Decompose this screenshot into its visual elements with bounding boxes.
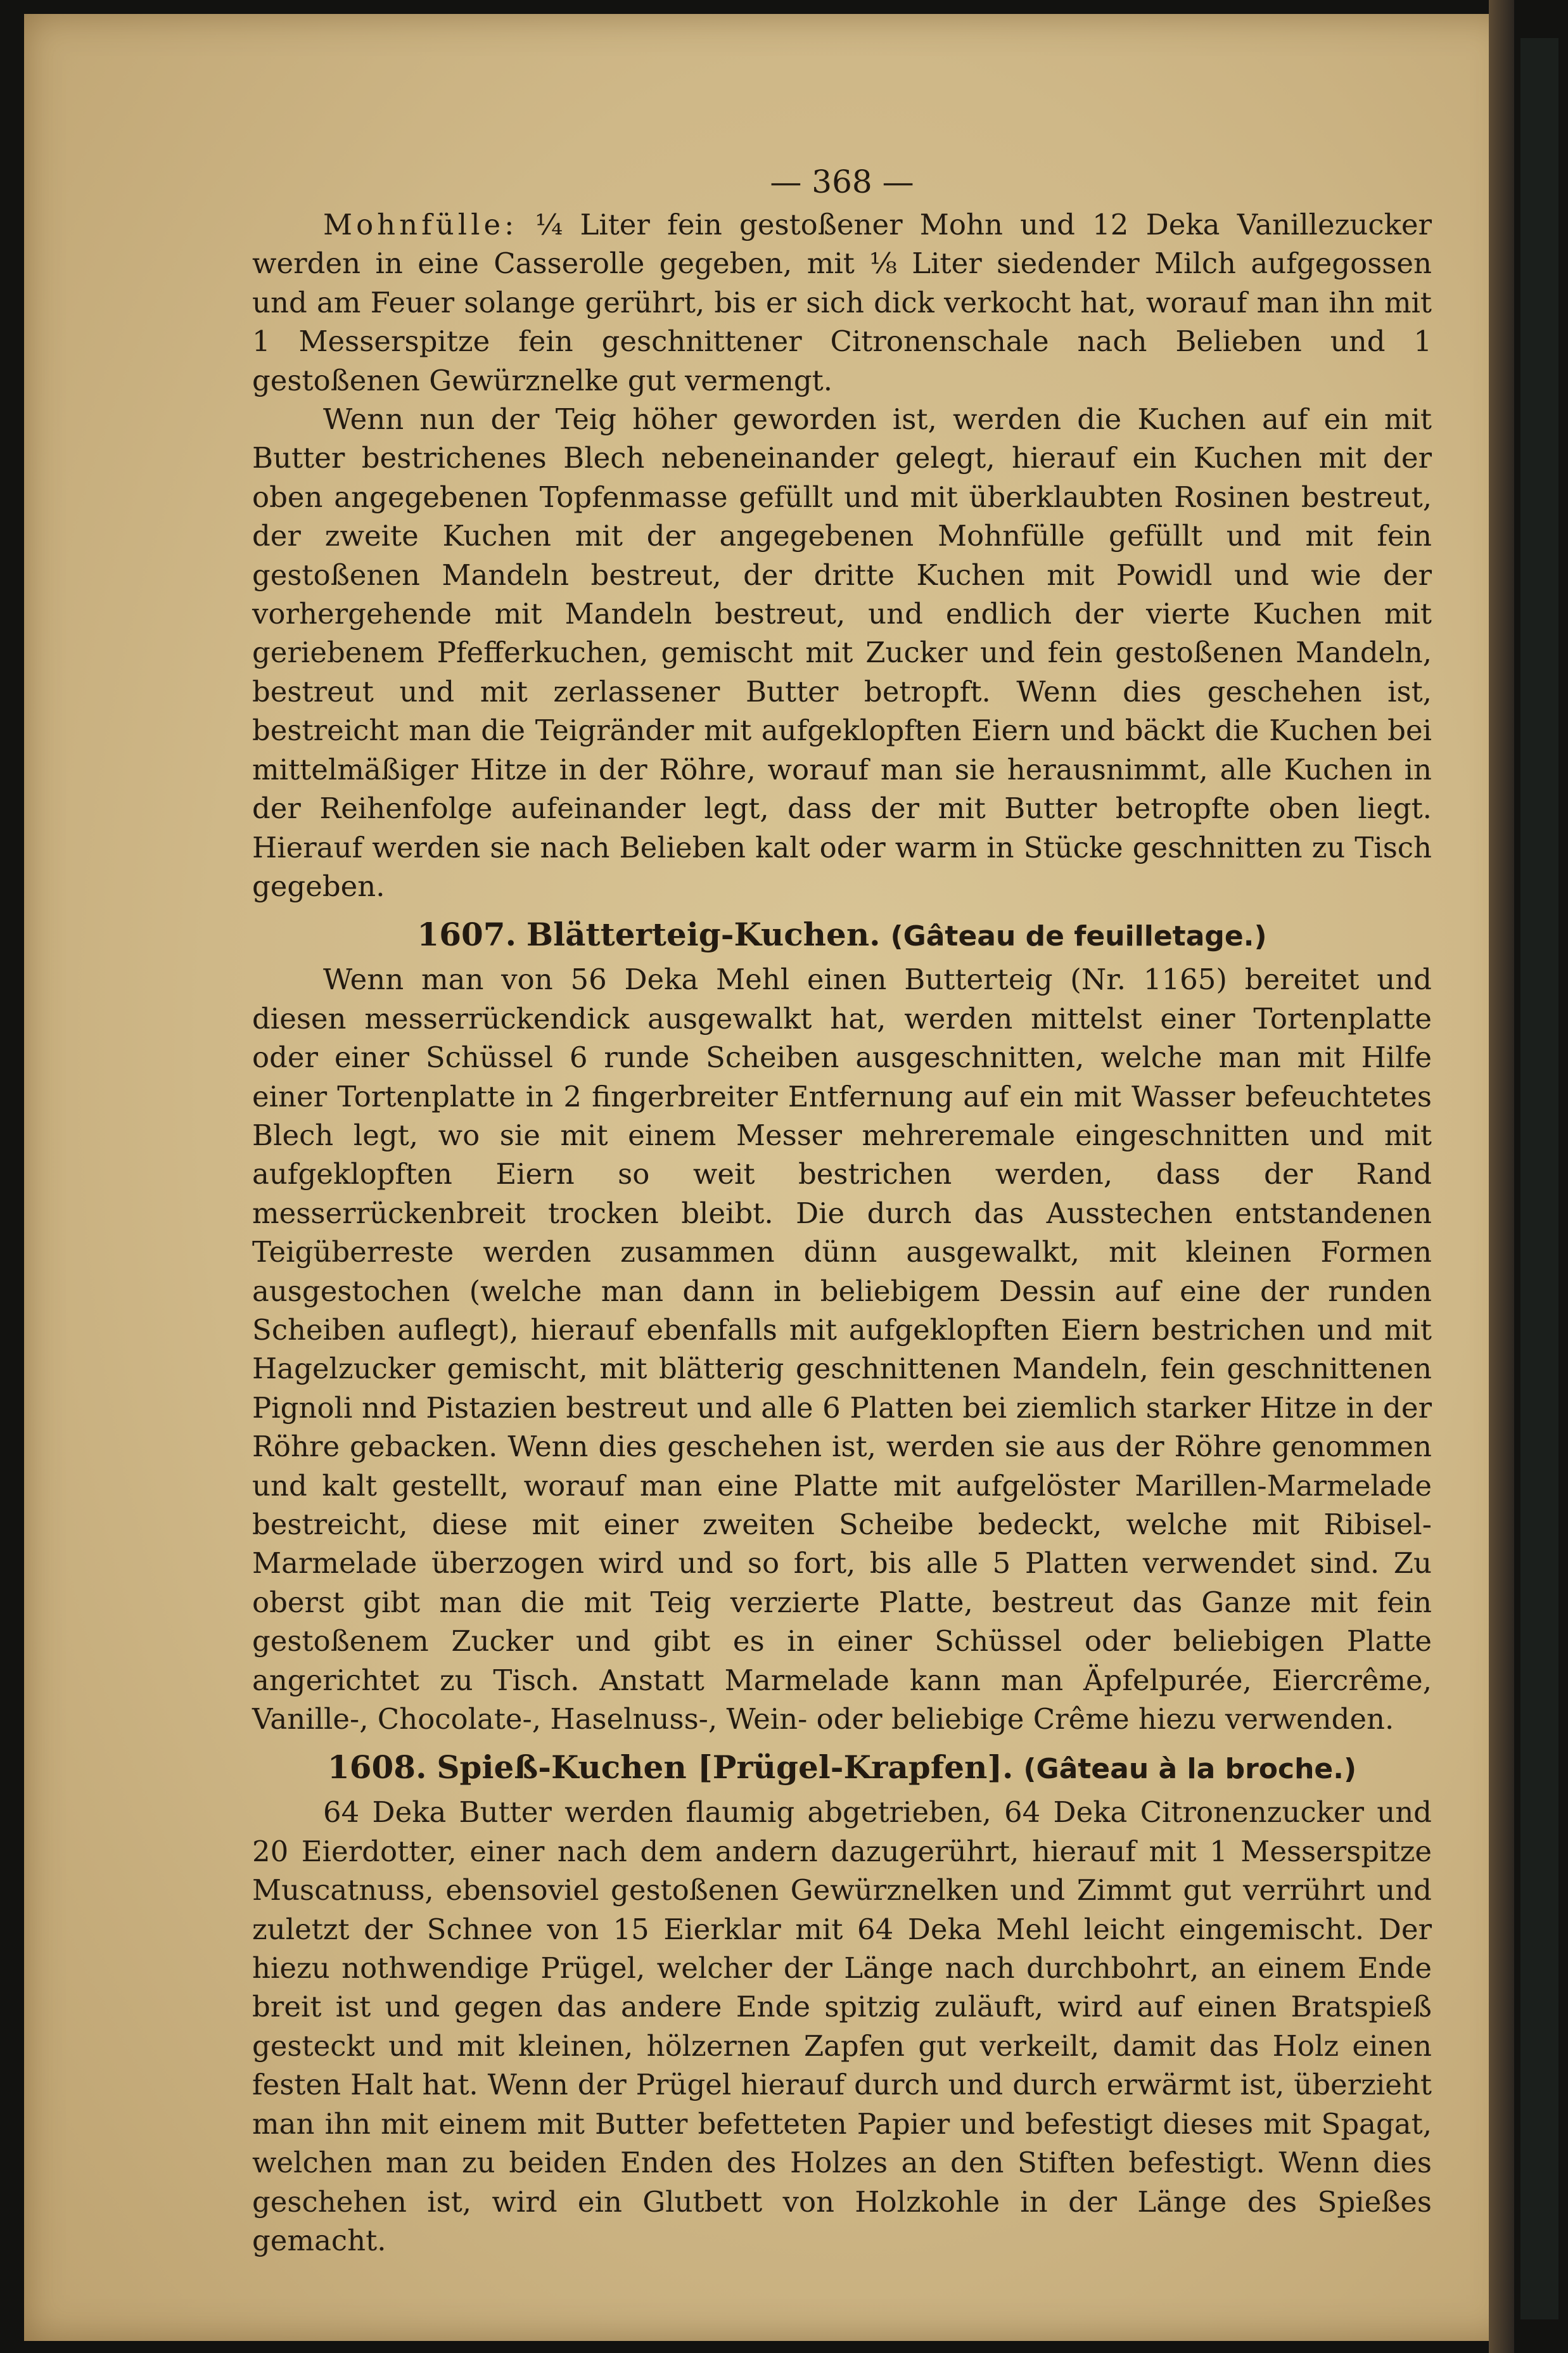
recipe-1607-number: 1607. <box>417 916 516 954</box>
page-content <box>252 158 1432 2260</box>
recipe-1607-text: Wenn man von 56 Deka Mehl einen Butterteig (Nr. 1165) bereitet und diesen messerrückendick ausgewalkt hat, werden mittelst einer Tortenplatte oder einer Schüssel 6 runde Scheiben ausgeschnitten, welche man mit Hilfe einer Tortenplatte in 2 fingerbreiter Entfernung auf ein mit Wasser befeuchtetes Blech legt, wo sie mit einem Messer mehreremale eingeschnitten und mit aufgeklopften Eiern so weit bestrichen werden, dass der Rand messerrückenbreit trocken bleibt. Die durch das Ausstechen entstandenen Teigüberreste werden zusammen dünn ausgewalkt, mit kleinen Formen ausgestochen (welche man dann in beliebigem Dessin auf eine der runden Scheiben auflegt), hierauf ebenfalls mit aufgeklopften Eiern bestrichen und mit Hagelzucker gemischt, mit blätterig geschnittenen Mandeln, fein geschnittenen Pignoli nnd Pistazien bestreut und alle 6 Platten bei ziemlich starker Hitze in der Röhre gebacken. Wenn dies geschehen ist, werden sie aus der Röhre genommen und kalt gestellt, worauf man eine Platte mit aufgelöster Marillen-Marmelade bestreicht, diese mit einer zweiten Scheibe bedeckt, welche mit Ribisel-Marmelade überzogen wird und so fort, bis alle 5 Platten verwendet sind. Zu oberst gibt man die mit Teig verzierte Platte, bestreut das Ganze mit fein gestoßenem Zucker und gibt es in einer Schüssel oder beliebigen Platte angerichtet zu Tisch. Anstatt Marmelade kann man Äpfelpurée, Eiercrême, Vanille-, Chocolate-, Haselnuss-, Wein- oder beliebige Crême hiezu verwenden. <box>252 963 1432 1736</box>
page-number: — 368 — <box>770 163 914 200</box>
recipe-1607-heading <box>252 909 1432 960</box>
page-edge-shadow <box>1489 0 1514 2353</box>
recipe-1607-title: Blätterteig-Kuchen. <box>526 916 881 954</box>
recipe-1608-french-title: (Gâteau à la broche.) <box>1023 1753 1357 1786</box>
mohnfuelle-lead: Mohnfülle: <box>323 208 518 241</box>
book-spine <box>1520 38 1558 2319</box>
recipe-1608-title: Spieß-Kuchen [Prügel-Krapfen]. <box>437 1748 1014 1786</box>
recipe-1607-french-title: (Gâteau de feuilletage.) <box>890 920 1267 953</box>
mohnfuelle-text: ¼ Liter fein gestoßener Mohn und 12 Deka Vanillezucker werden in eine Casserolle gegeben, mit ⅛ Liter siedender Milch aufgegossen und am Feuer solange gerührt, bis er sich dick verkocht hat, worauf man ihn mit 1 Messerspitze fein geschnittener Citronenschale nach Belieben und 1 gestoßenen Gewürznelke gut vermengt. <box>252 208 1432 397</box>
assembly-paragraph: Wenn nun der Teig höher geworden ist, werden die Kuchen auf ein mit Butter bestrichenes Blech nebeneinander gelegt, hierauf ein Kuchen mit der oben angegebenen Topfenmasse gefüllt und mit überklaubten Rosinen bestreut, der zweite Kuchen mit der angegebenen Mohnfülle gefüllt und mit fein gestoßenen Mandeln bestreut, der dritte Kuchen mit Powidl und wie der vorhergehende mit Mandeln bestreut, und endlich der vierte Kuchen mit geriebenem Pfefferkuchen, gemischt mit Zucker und fein gestoßenen Mandeln, bestreut und mit zerlassener Butter betropft. Wenn dies geschehen ist, bestreicht man die Teigränder mit aufgeklopften Eiern und bäckt die Kuchen bei mittelmäßiger Hitze in der Röhre, worauf man sie herausnimmt, alle Kuchen in der Reihenfolge aufeinander legt, dass der mit Butter betropfte oben liegt. Hierauf werden sie nach Belieben kalt oder warm in Stücke geschnitten zu Tisch gegeben. <box>252 402 1432 903</box>
recipe-1608-number: 1608. <box>327 1748 427 1786</box>
recipe-1608-text: 64 Deka Butter werden flaumig abgetrieben, 64 Deka Citronenzucker und 20 Eierdotter, einer nach dem andern dazugerührt, hierauf mit 1 Messerspitze Muscatnuss, ebensoviel gestoßenen Gewürznelken und Zimmt gut verrührt und zuletzt der Schnee von 15 Eierklar mit 64 Deka Mehl leicht eingemischt. Der hiezu nothwendige Prügel, welcher der Länge nach durchbohrt, an einem Ende breit ist und gegen das andere Ende spitzig zuläuft, wird auf einen Bratspieß gesteckt und mit kleinen, hölzernen Zapfen gut verkeilt, damit das Holz einen festen Halt hat. Wenn der Prügel hierauf durch und durch erwärmt ist, überzieht man ihn mit einem mit Butter befetteten Papier und befestigt dieses mit Spagat, welchen man zu beiden Enden des Holzes an den Stiften befestigt. Wenn dies geschehen ist, wird ein Glutbett von Holzkohle in der Länge des Spießes gemacht. <box>252 1795 1432 2257</box>
recipe-1608-heading <box>252 1742 1432 1793</box>
mohnfuelle-paragraph <box>252 205 1432 400</box>
